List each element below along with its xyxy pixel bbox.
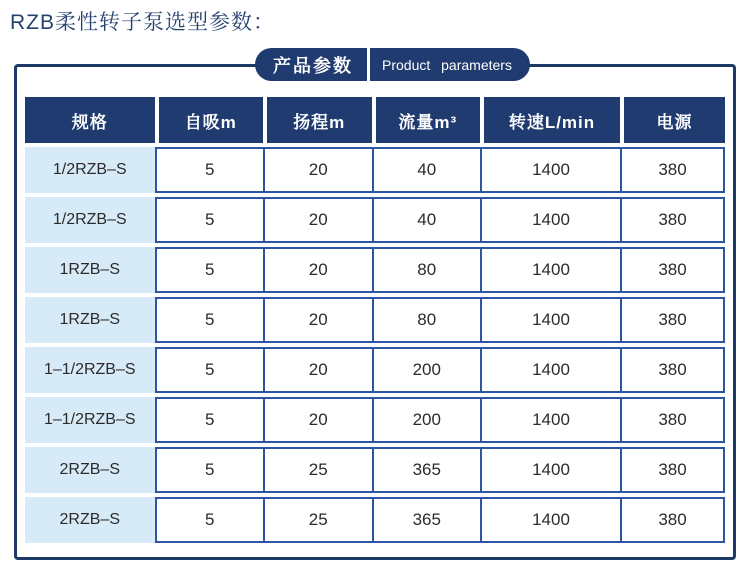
value-cell: 5 <box>155 147 264 193</box>
panel-content <box>17 67 733 557</box>
spec-cell: 1/2RZB–S <box>25 197 155 243</box>
value-cell: 200 <box>372 397 481 443</box>
table-row <box>25 247 725 293</box>
tab-label-cn: 产品参数 <box>273 55 353 76</box>
value-cell: 380 <box>620 247 725 293</box>
value-cell: 380 <box>620 397 725 443</box>
value-cell: 1400 <box>480 247 620 293</box>
value-cell: 20 <box>263 197 372 243</box>
value-cell: 5 <box>155 497 264 543</box>
value-cell: 40 <box>372 197 481 243</box>
table-row <box>25 347 725 393</box>
value-cell: 5 <box>155 397 264 443</box>
table-row <box>25 147 725 193</box>
value-cell: 1400 <box>480 447 620 493</box>
header-cell-head: 扬程m <box>263 97 372 143</box>
value-cell: 1400 <box>480 147 620 193</box>
value-cell: 380 <box>620 147 725 193</box>
value-cell: 5 <box>155 247 264 293</box>
value-cell: 365 <box>372 497 481 543</box>
value-cell: 5 <box>155 197 264 243</box>
table-row <box>25 297 725 343</box>
value-cell: 20 <box>263 397 372 443</box>
value-cell: 20 <box>263 247 372 293</box>
spec-cell: 1RZB–S <box>25 297 155 343</box>
header-cell-spec: 规格 <box>25 97 155 143</box>
value-cell: 5 <box>155 447 264 493</box>
table-row <box>25 447 725 493</box>
spec-cell: 2RZB–S <box>25 447 155 493</box>
spec-cell: 1RZB–S <box>25 247 155 293</box>
header-cell-self-priming: 自吸m <box>155 97 264 143</box>
value-cell: 365 <box>372 447 481 493</box>
value-cell: 25 <box>263 497 372 543</box>
value-cell: 20 <box>263 297 372 343</box>
spec-cell: 1/2RZB–S <box>25 147 155 193</box>
value-cell: 1400 <box>480 397 620 443</box>
spec-cell: 1–1/2RZB–S <box>25 347 155 393</box>
value-cell: 380 <box>620 447 725 493</box>
value-cell: 5 <box>155 347 264 393</box>
value-cell: 40 <box>372 147 481 193</box>
header-cell-speed: 转速L/min <box>480 97 620 143</box>
value-cell: 25 <box>263 447 372 493</box>
table-row <box>25 397 725 443</box>
value-cell: 80 <box>372 247 481 293</box>
value-cell: 1400 <box>480 497 620 543</box>
value-cell: 380 <box>620 197 725 243</box>
value-cell: 20 <box>263 347 372 393</box>
value-cell: 380 <box>620 347 725 393</box>
table-row <box>25 497 725 543</box>
value-cell: 1400 <box>480 297 620 343</box>
spec-cell: 1–1/2RZB–S <box>25 397 155 443</box>
section-tab <box>255 48 530 81</box>
value-cell: 5 <box>155 297 264 343</box>
product-params-panel <box>14 55 736 560</box>
page-title: RZB柔性转子泵选型参数： <box>10 11 275 34</box>
tab-label-en: Product parameters <box>382 56 512 73</box>
value-cell: 1400 <box>480 197 620 243</box>
value-cell: 380 <box>620 297 725 343</box>
value-cell: 20 <box>263 147 372 193</box>
value-cell: 200 <box>372 347 481 393</box>
header-cell-power: 电源 <box>620 97 725 143</box>
header-row <box>25 97 725 143</box>
spec-cell: 2RZB–S <box>25 497 155 543</box>
value-cell: 380 <box>620 497 725 543</box>
params-table <box>25 93 725 547</box>
header-cell-flow: 流量m³ <box>372 97 481 143</box>
value-cell: 1400 <box>480 347 620 393</box>
table-row <box>25 197 725 243</box>
value-cell: 80 <box>372 297 481 343</box>
